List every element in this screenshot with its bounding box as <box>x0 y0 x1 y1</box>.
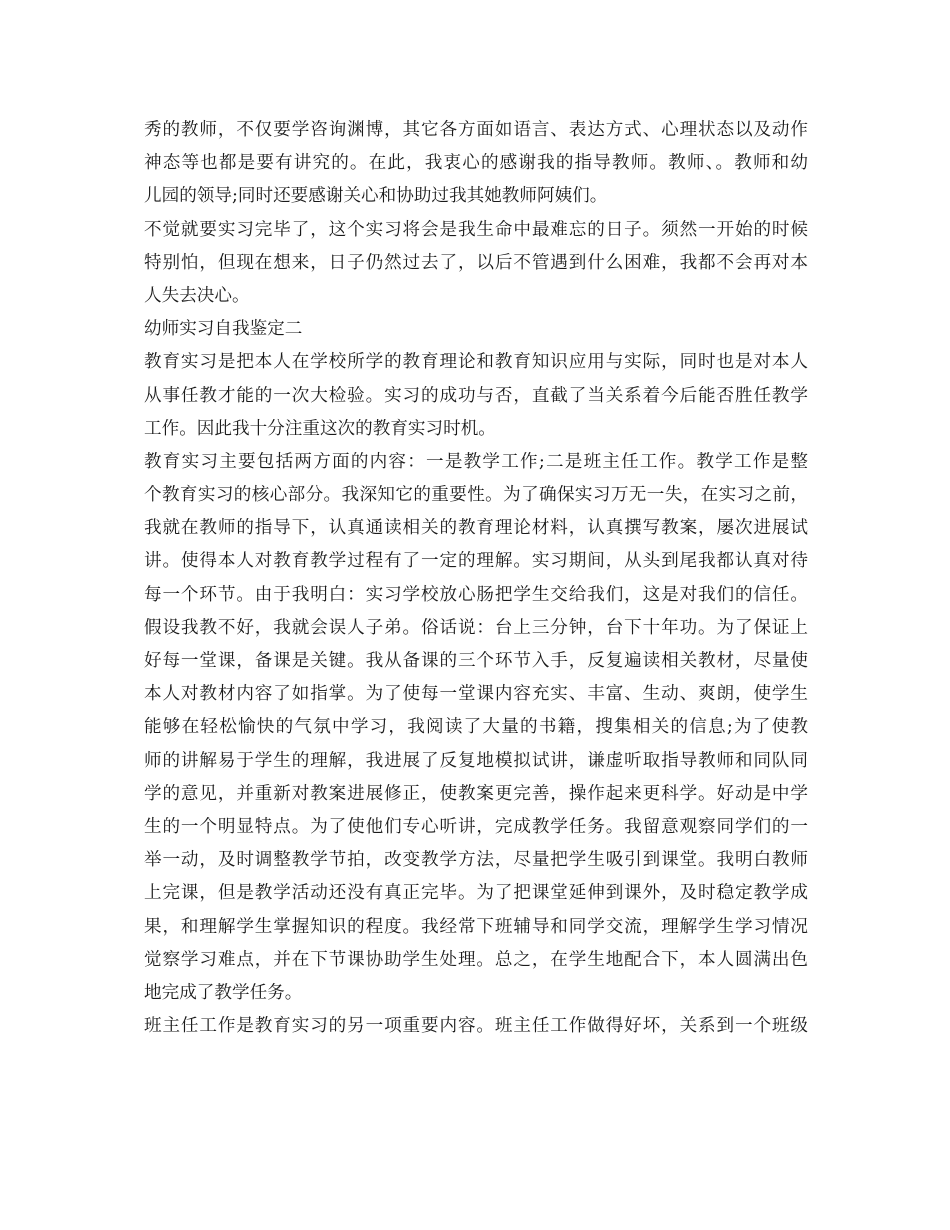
text-line: 工作。因此我十分注重这次的教育实习时机。 <box>144 418 496 439</box>
text-line: 不觉就要实习完毕了，这个实习将会是我生命中最难忘的日子。须然一开始的时候 <box>144 219 808 240</box>
section-heading: 幼师实习自我鉴定二 <box>144 319 303 340</box>
text-line: 教育实习是把本人在学校所学的教育理论和教育知识应用与实际，同时也是对本人 <box>144 352 808 373</box>
text-line: 班主任工作是教育实习的另一项重要内容。班主任工作做得好坏，关系到一个班级 <box>144 1016 808 1037</box>
text-line: 人失去决心。 <box>144 285 250 306</box>
text-line: 举一动，及时调整教学节拍，改变教学方法，尽量把学生吸引到课堂。我明白教师 <box>144 850 808 871</box>
text-line: 秀的教师，不仅要学咨询渊博，其它各方面如语言、表达方式、心理状态以及动作 <box>144 120 808 140</box>
text-line: 学的意见，并重新对教案进展修正，使教案更完善，操作起来更科学。好动是中学 <box>144 783 808 804</box>
text-line: 觉察学习难点，并在下节课协助学生处理。总之，在学生地配合下，本人圆满出色 <box>144 949 808 970</box>
text-line: 好每一堂课，备课是关键。我从备课的三个环节入手，反复遍读相关教材，尽量使 <box>144 651 808 671</box>
text-line: 讲。使得本人对教育教学过程有了一定的理解。实习期间，从头到尾我都认真对待 <box>144 551 808 572</box>
text-line: 上完课，但是教学活动还没有真正完毕。为了把课堂延伸到课外，及时稳定教学成 <box>144 883 808 904</box>
text-line: 能够在轻松愉快的气氛中学习，我阅读了大量的书籍，搜集相关的信息;为了使教 <box>144 717 808 738</box>
text-line: 果，和理解学生掌握知识的程度。我经常下班辅导和同学交流，理解学生学习情况 <box>144 916 808 937</box>
text-line: 本人对教材内容了如指掌。为了使每一堂课内容充实、丰富、生动、爽朗，使学生 <box>144 684 808 705</box>
text-line: 儿园的领导;同时还要感谢关心和协助过我其她教师阿姨们。 <box>144 186 608 207</box>
document-body <box>144 114 808 1043</box>
text-line: 每一个环节。由于我明白：实习学校放心肠把学生交给我们，这是对我们的信任。 <box>144 584 808 605</box>
text-line: 特别怕，但现在想来，日子仍然过去了，以后不管遇到什么困难，我都不会再对本 <box>144 252 808 273</box>
text-line: 神态等也都是要有讲究的。在此，我衷心的感谢我的指导教师。教师、。教师和幼 <box>144 153 808 174</box>
text-line: 我就在教师的指导下，认真通读相关的教育理论材料，认真撰写教案，屡次进展试 <box>144 518 808 539</box>
text-line: 假设我教不好，我就会误人子弟。俗话说：台上三分钟，台下十年功。为了保证上 <box>144 617 808 638</box>
text-line: 师的讲解易于学生的理解，我进展了反复地模拟试讲，谦虚听取指导教师和同队同 <box>144 750 808 771</box>
text-line: 从事任教才能的一次大检验。实习的成功与否，直截了当关系着今后能否胜任教学 <box>144 385 808 406</box>
text-line: 地完成了教学任务。 <box>144 982 303 1003</box>
text-line: 教育实习主要包括两方面的内容：一是教学工作;二是班主任工作。教学工作是整 <box>144 451 808 472</box>
text-line: 生的一个明显特点。为了使他们专心听讲，完成教学任务。我留意观察同学们的一 <box>144 816 808 837</box>
text-line: 个教育实习的核心部分。我深知它的重要性。为了确保实习万无一失，在实习之前， <box>144 485 808 506</box>
